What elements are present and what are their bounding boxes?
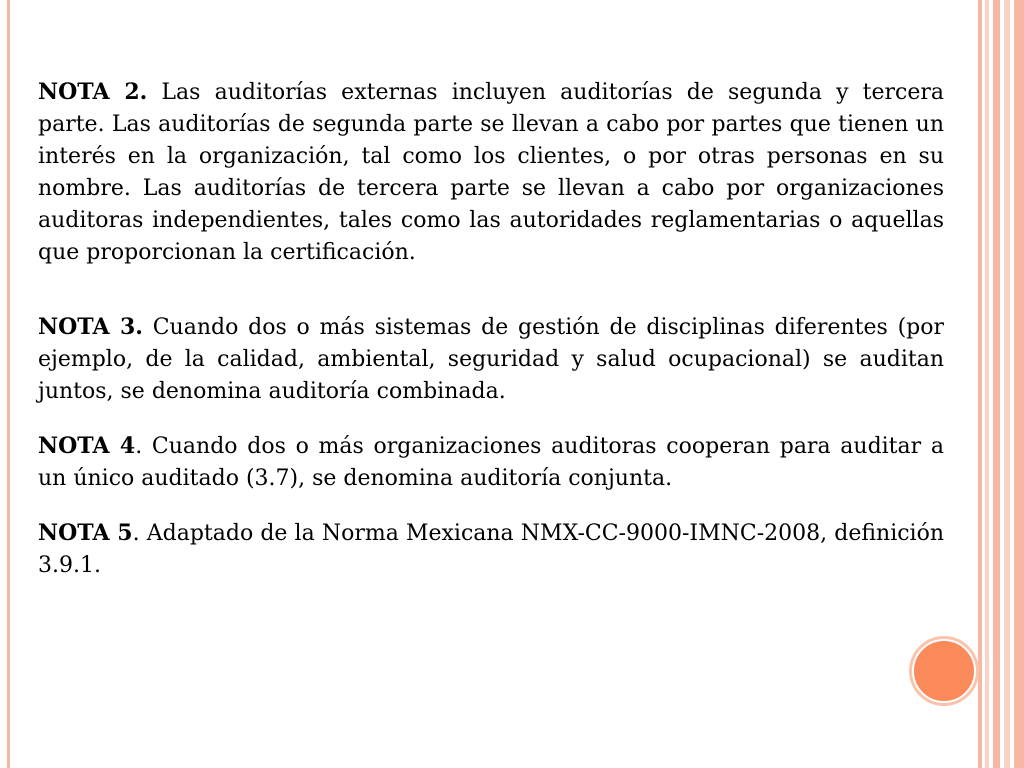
right-border-stripe-1 [978,0,982,768]
right-border-stripe-5 [1014,0,1024,768]
note-3-label: NOTA 3. [38,314,143,340]
note-3-text: Cuando dos o más sistemas de gestión de disciplinas diferentes (por ejemplo, de la calidad, ambiental, seguridad y salud ocupacional) se auditan juntos, se denomina auditoría combinada. [38,315,944,404]
decorative-circle-icon [912,639,976,703]
note-4-label: NOTA 4 [38,433,136,459]
note-2-text: Las auditorías externas incluyen auditorías de segunda y tercera parte. Las auditorías de segunda parte se llevan a cabo por partes que tienen un interés en la organización, tal como los clientes, o por otras personas en su nombre. Las auditorías de tercera parte se llevan a cabo por organizaciones auditoras independientes, tales como las autoridades reglamentarias o aquellas que proporcionan la certificación. [38,80,944,265]
note-5-text: . Adaptado de la Norma Mexicana NMX-CC-9000-IMNC-2008, definición 3.9.1. [38,521,945,578]
right-border-stripe-3 [993,0,1000,768]
right-border-stripe-2 [985,0,989,768]
note-5-paragraph [38,517,944,582]
note-3-paragraph [38,311,944,408]
note-5-label: NOTA 5 [38,520,133,546]
note-2-paragraph [38,76,944,269]
right-border-stripe-4 [1004,0,1010,768]
note-4-text: . Cuando dos o más organizaciones auditoras cooperan para auditar a un único auditado (3.7), se denomina auditoría conjunta. [38,434,944,491]
note-2-label: NOTA 2. [38,79,148,105]
note-4-paragraph [38,430,944,495]
slide-content [38,76,944,582]
left-border-line [7,0,10,768]
